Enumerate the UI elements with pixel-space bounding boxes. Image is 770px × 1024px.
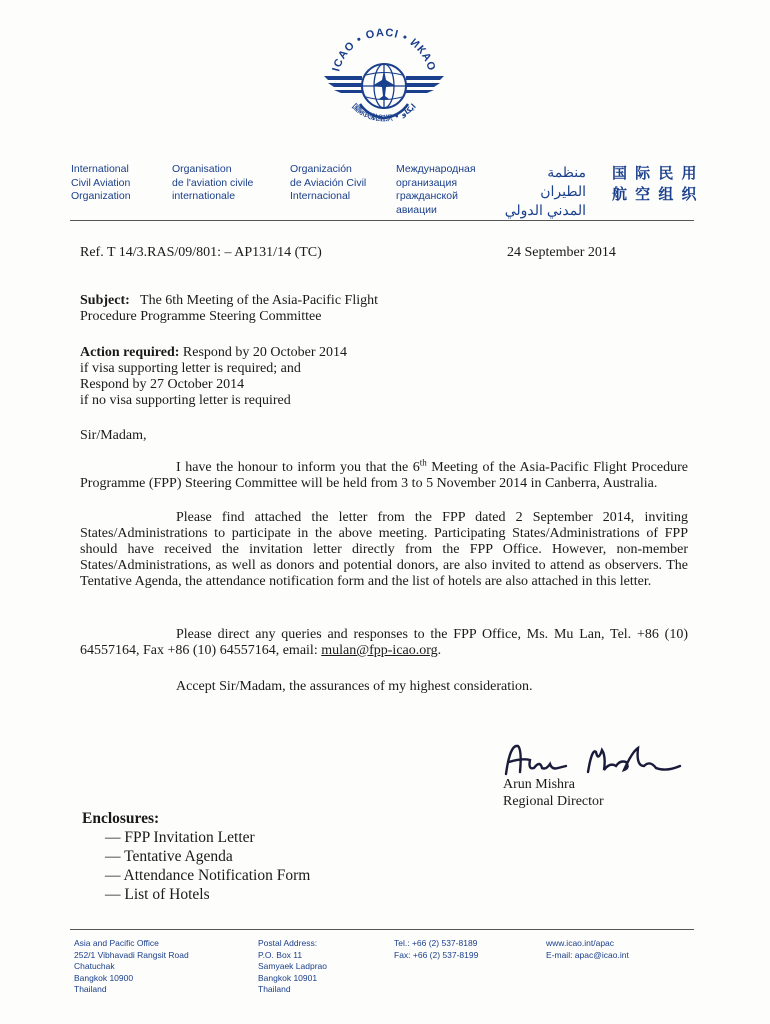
paragraph-1-start: I have the honour to inform you that the 6	[176, 460, 420, 475]
action-line-2: if visa supporting letter is required; and	[80, 361, 301, 376]
letterhead-divider	[70, 220, 694, 221]
enclosure-item: — Tentative Agenda	[105, 848, 233, 865]
org-name-russian: Международная организация гражданской авиации	[396, 163, 476, 216]
footer-office-address: Asia and Pacific Office 252/1 Vibhavadi Rangsit Road Chatuchak Bangkok 10900 Thailand	[74, 938, 189, 994]
org-name-french: Organisation de l'aviation civile internationale	[172, 163, 254, 202]
action-line-1: Respond by 20 October 2014	[182, 345, 348, 360]
footer-divider	[70, 929, 694, 930]
signer-title: Regional Director	[503, 794, 604, 809]
closing-line: Accept Sir/Madam, the assurances of my highest consideration.	[176, 679, 533, 694]
logo-ring-text: ICAO • OACI • ИКАО	[330, 26, 438, 73]
org-name-spanish: Organización de Aviación Civil Internacional	[290, 163, 367, 202]
icao-emblem-logo	[316, 20, 452, 144]
enclosure-item: — FPP Invitation Letter	[105, 829, 255, 846]
paragraph-3-text: Please direct any queries and responses to the FPP Office, Ms. Mu Lan, Tel. +86 (10) 64557164, Fax +86 (10) 64557164, email:	[80, 627, 688, 658]
paragraph-2: Please find attached the letter from the FPP dated 2 September 2014, inviting States/Administrations to participate in the above meeting. Participating States/Administrations of FPP should have received the invitation letter directly from the FPP Office. However, non-member States/Administrations, as well as donors and potential donors, are also invited to attend as observers. The Tentative Agenda, the attendance notification form and the list of hotels are also attached in this letter.	[80, 510, 688, 589]
action-required-block	[80, 345, 480, 409]
footer-phone-fax: Tel.: +66 (2) 537-8189 Fax: +66 (2) 537-8199	[394, 938, 479, 960]
subject-block	[80, 293, 480, 325]
subject-line-1: The 6th Meeting of the Asia-Pacific Flight	[140, 293, 378, 308]
handwritten-signature	[500, 738, 690, 782]
org-name-arabic: منظمة الطيران المدني الدولي	[504, 164, 586, 218]
paragraph-1-rest: Meeting of the Asia-Pacific Flight Procedure Programme (FPP) Steering Committee will be held from 3 to 5 November 2014 in Canberra, Australia.	[80, 460, 688, 491]
action-line-3: Respond by 27 October 2014	[80, 377, 245, 392]
footer-web-email: www.icao.int/apac E-mail: apac@icao.int	[546, 938, 629, 960]
ordinal-suffix: th	[419, 457, 427, 468]
paragraph-3	[80, 627, 688, 659]
email-link[interactable]: mulan@fpp-icao.org	[321, 643, 438, 658]
paragraph-1	[80, 457, 688, 492]
salutation: Sir/Madam,	[80, 428, 147, 443]
footer-postal-address: Postal Address: P.O. Box 11 Samyaek Ladprao Bangkok 10901 Thailand	[258, 938, 327, 994]
signer-name: Arun Mishra	[503, 777, 575, 792]
org-name-english: International Civil Aviation Organization	[71, 163, 131, 202]
subject-label: Subject:	[80, 293, 130, 308]
org-name-chinese: 国 际 民 用 航 空 组 织	[612, 165, 699, 203]
action-label: Action required:	[80, 345, 180, 360]
subject-line-2: Procedure Programme Steering Committee	[80, 309, 322, 324]
action-line-4: if no visa supporting letter is required	[80, 393, 291, 408]
enclosures-heading: Enclosures:	[82, 810, 160, 827]
reference-number: Ref. T 14/3.RAS/09/801: – AP131/14 (TC)	[80, 245, 322, 260]
enclosure-item: — List of Hotels	[105, 886, 210, 903]
paragraph-3-end: .	[437, 643, 442, 658]
enclosure-item: — Attendance Notification Form	[105, 867, 311, 884]
logo-bottom-text: 国际民航组织 • ايكاو	[350, 101, 418, 124]
letter-date: 24 September 2014	[507, 245, 616, 260]
